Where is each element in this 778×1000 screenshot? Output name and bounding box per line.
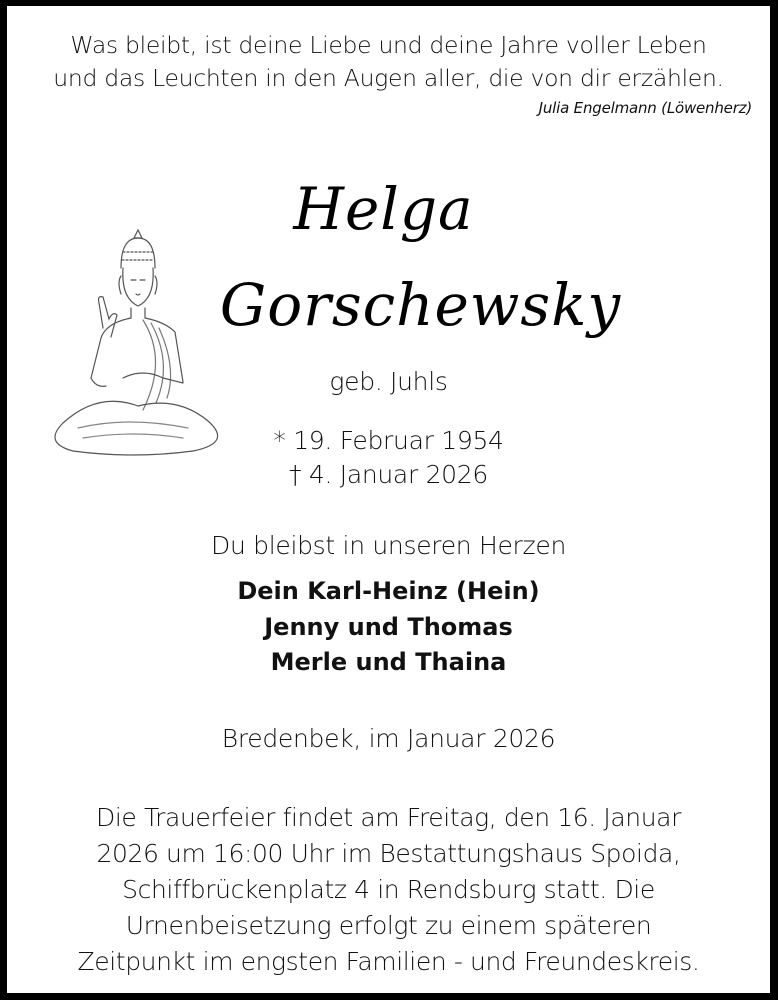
service-line-4: Urnenbeisetzung erfolgt zu einem späteren <box>125 911 652 940</box>
birth-name: geb. Juhls <box>329 367 448 396</box>
death-date: † 4. Januar 2026 <box>289 460 488 489</box>
mourner-2: Jenny und Thomas <box>264 613 513 641</box>
service-line-5: Zeitpunkt im engsten Familien - und Freundeskreis. <box>77 947 700 976</box>
mourner-1: Dein Karl-Heinz (Hein) <box>237 577 540 605</box>
mourner-3: Merle und Thaina <box>270 648 507 676</box>
service-line-3: Schiffbrückenplatz 4 in Rendsburg statt. Die <box>122 875 655 904</box>
quote-author: Julia Engelmann (Löwenherz) <box>538 99 752 117</box>
place-date: Bredenbek, im Januar 2026 <box>221 724 556 753</box>
farewell-text: Du bleibst in unseren Herzen <box>211 531 566 560</box>
last-name: Gorschewsky <box>219 271 622 339</box>
notice-sheet <box>7 6 770 993</box>
first-name: Helga <box>293 175 474 243</box>
service-line-2: 2026 um 16:00 Uhr im Bestattungshaus Spoida, <box>96 839 681 868</box>
quote-line-1: Was bleibt, ist deine Liebe und deine Jahre voller Leben <box>70 31 707 59</box>
quote-line-2: und das Leuchten in den Augen aller, die von dir erzählen. <box>53 64 724 92</box>
birth-date: * 19. Februar 1954 <box>273 426 504 455</box>
buddha-illustration <box>43 228 233 456</box>
service-line-1: Die Trauerfeier findet am Freitag, den 16. Januar <box>96 803 681 832</box>
